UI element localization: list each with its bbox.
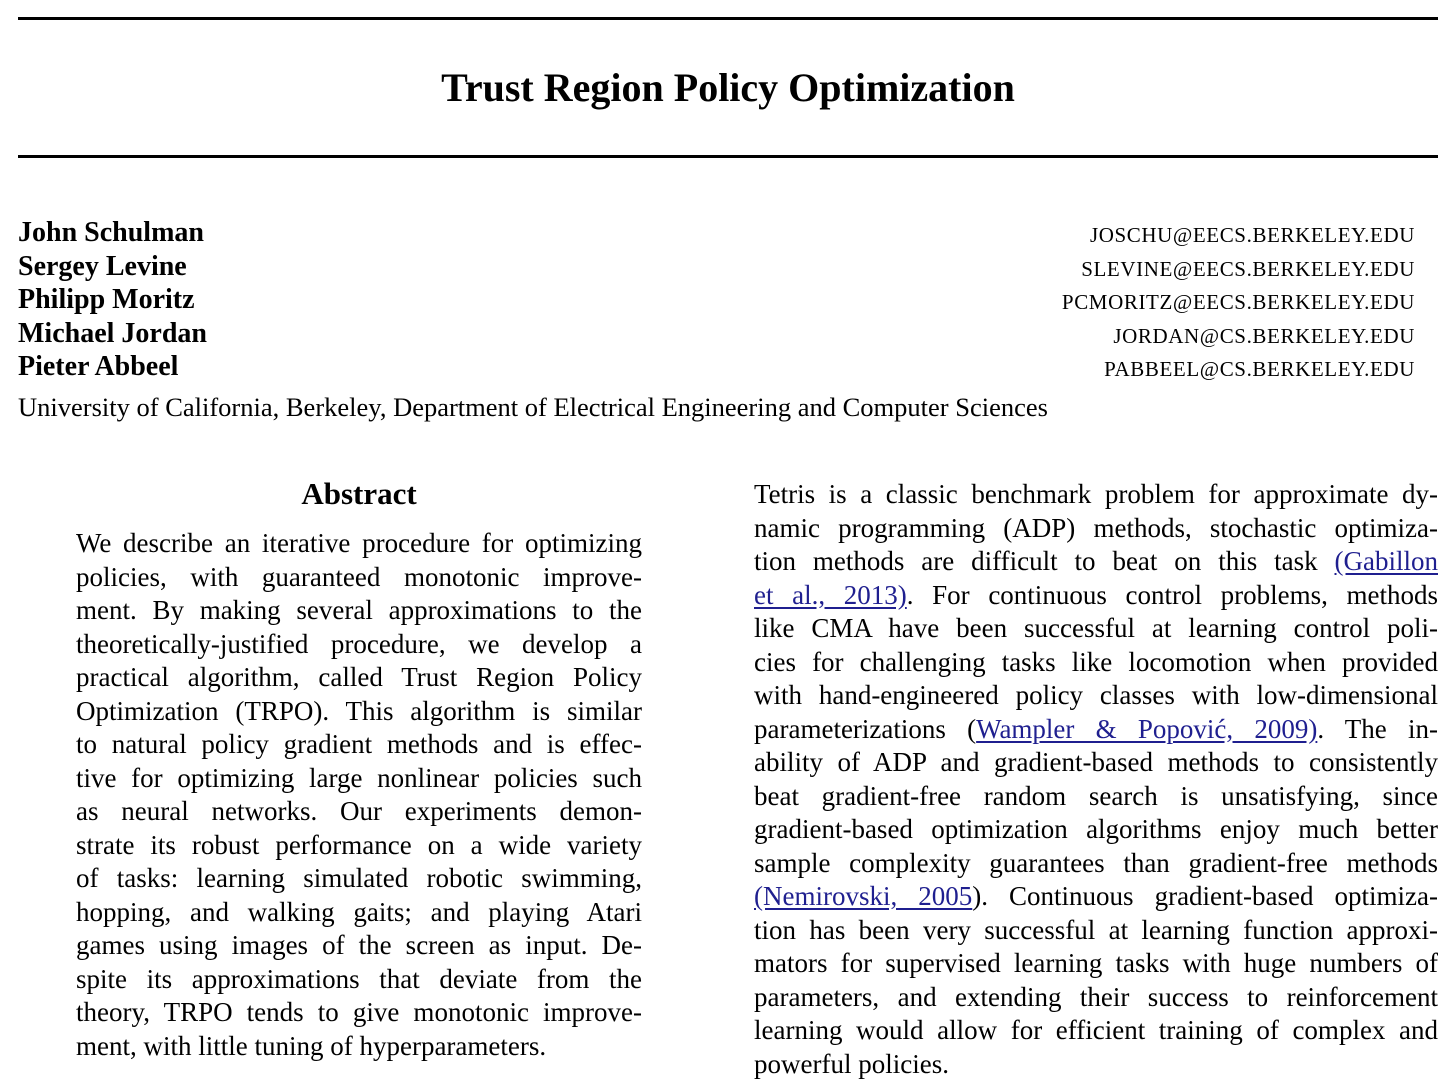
body-text: ). Continuous gradient-based optimiza- bbox=[972, 881, 1439, 911]
body-text: like CMA have been successful at learning control poli- bbox=[754, 613, 1438, 643]
body-line bbox=[754, 981, 1438, 1015]
body-text: . The in- bbox=[1317, 713, 1439, 744]
abstract-text bbox=[76, 527, 642, 1063]
body-text: learning would allow for efficient training of complex and bbox=[754, 1015, 1438, 1045]
body-line-content bbox=[754, 814, 1438, 844]
paper-title: Trust Region Policy Optimization bbox=[441, 65, 1015, 110]
introduction-text bbox=[754, 478, 1438, 1081]
body-line bbox=[754, 914, 1438, 948]
body-line-content bbox=[754, 915, 1438, 945]
abstract-line: strate its robust performance on a wide variety bbox=[76, 829, 642, 860]
body-text: mators for supervised learning tasks with huge numbers of bbox=[754, 948, 1438, 978]
body-line bbox=[754, 813, 1438, 847]
body-line bbox=[754, 780, 1438, 814]
abstract-line: ment. By making several approximations to the bbox=[76, 595, 642, 625]
citation-link[interactable]: (Gabillon bbox=[1334, 546, 1438, 576]
body-text: sample complexity guarantees than gradient-free methods bbox=[754, 847, 1438, 878]
abstract-line: We describe an iterative procedure for optimizing bbox=[76, 528, 642, 558]
affiliation: University of California, Berkeley, Department of Electrical Engineering and Computer Sciences bbox=[18, 392, 1048, 422]
body-line-content bbox=[754, 546, 1438, 576]
abstract-line: ment, with little tuning of hyperparameters. bbox=[76, 1030, 547, 1061]
abstract-line: hopping, and walking gaits; and playing Atari bbox=[76, 896, 642, 927]
body-line bbox=[754, 713, 1438, 747]
body-line bbox=[754, 1048, 1438, 1081]
abstract-line: as neural networks. Our experiments demon- bbox=[76, 796, 642, 826]
author-name: Philipp Moritz bbox=[18, 284, 195, 315]
citation-link[interactable]: et al., 2013) bbox=[754, 579, 907, 610]
body-text: tion has been very successful at learning function approxi- bbox=[754, 914, 1438, 945]
author-name: Pieter Abbeel bbox=[18, 351, 179, 382]
body-text: cies for challenging tasks like locomotion when provided bbox=[754, 646, 1438, 677]
body-text: Tetris is a classic benchmark problem for approximate dy- bbox=[754, 479, 1438, 509]
body-line bbox=[754, 746, 1438, 780]
body-text: tion methods are difficult to beat on this task bbox=[754, 546, 1335, 576]
body-line-content bbox=[754, 1049, 949, 1079]
body-text: parameters, and extending their success to reinforcement bbox=[754, 981, 1438, 1012]
body-line-content bbox=[754, 747, 1438, 777]
body-line-content bbox=[754, 948, 1438, 978]
body-text: beat gradient-free random search is unsatisfying, since bbox=[754, 780, 1438, 811]
abstract-line: policies, with guaranteed monotonic improve- bbox=[76, 561, 642, 592]
body-line bbox=[754, 478, 1438, 512]
body-line bbox=[754, 579, 1438, 613]
author-name: Sergey Levine bbox=[18, 250, 187, 282]
body-text: . For continuous control problems, methods bbox=[906, 579, 1438, 610]
body-line-content bbox=[754, 1015, 1438, 1045]
body-line-content bbox=[754, 714, 1438, 744]
abstract-heading: Abstract bbox=[301, 476, 417, 511]
body-line bbox=[754, 847, 1438, 881]
body-line bbox=[754, 880, 1438, 914]
body-text: with hand-engineered policy classes with low-dimensional bbox=[754, 680, 1438, 710]
author-email: PABBEEL@CS.BERKELEY.EDU bbox=[1104, 357, 1415, 381]
body-line bbox=[754, 612, 1438, 646]
abstract-line: to natural policy gradient methods and is effec- bbox=[76, 729, 642, 759]
body-text: ability of ADP and gradient-based methods to consistently bbox=[754, 747, 1438, 777]
body-line-content bbox=[754, 513, 1438, 543]
body-line-content bbox=[754, 580, 1438, 610]
author-email: SLEVINE@EECS.BERKELEY.EDU bbox=[1081, 256, 1415, 281]
author-email: JOSCHU@EECS.BERKELEY.EDU bbox=[1089, 223, 1415, 247]
body-line-content bbox=[754, 982, 1438, 1012]
abstract-line: spite its approximations that deviate from the bbox=[76, 963, 642, 994]
body-text: namic programming (ADP) methods, stochastic optimiza- bbox=[754, 512, 1438, 543]
body-line bbox=[754, 512, 1438, 546]
author-name: John Schulman bbox=[18, 217, 204, 248]
body-line bbox=[754, 679, 1438, 713]
abstract-line: practical algorithm, called Trust Region Policy bbox=[76, 662, 642, 692]
abstract-line: Optimization (TRPO). This algorithm is similar bbox=[76, 695, 642, 726]
body-line bbox=[754, 1014, 1438, 1048]
abstract-line: theoretically-justified procedure, we develop a bbox=[76, 628, 642, 659]
body-line bbox=[754, 545, 1438, 579]
body-text: parameterizations ( bbox=[754, 713, 977, 744]
abstract-line: of tasks: learning simulated robotic swimming, bbox=[76, 863, 642, 893]
author-email: JORDAN@CS.BERKELEY.EDU bbox=[1113, 323, 1415, 348]
body-line-content bbox=[754, 647, 1438, 677]
body-text: gradient-based optimization algorithms enjoy much better bbox=[754, 814, 1438, 844]
body-line bbox=[754, 646, 1438, 680]
body-line-content bbox=[754, 781, 1438, 811]
abstract-line: theory, TRPO tends to give monotonic improve- bbox=[76, 997, 642, 1027]
body-line-content bbox=[754, 613, 1438, 643]
body-text: powerful policies. bbox=[754, 1048, 949, 1079]
body-line-content bbox=[754, 680, 1438, 710]
abstract-line: tive for optimizing large nonlinear policies such bbox=[76, 762, 642, 793]
citation-link[interactable]: (Nemirovski, 2005 bbox=[754, 881, 973, 911]
author-email: PCMORITZ@EECS.BERKELEY.EDU bbox=[1061, 290, 1415, 314]
title-bottom-rule bbox=[18, 155, 1438, 158]
citation-link[interactable]: Wampler & Popović, 2009) bbox=[976, 713, 1318, 744]
abstract-line: games using images of the screen as input. De- bbox=[76, 930, 642, 960]
body-line bbox=[754, 947, 1438, 981]
author-name: Michael Jordan bbox=[18, 317, 207, 349]
body-line-content bbox=[754, 881, 1438, 911]
top-rule bbox=[18, 17, 1438, 20]
body-line-content bbox=[754, 848, 1438, 878]
body-line-content bbox=[754, 479, 1438, 509]
